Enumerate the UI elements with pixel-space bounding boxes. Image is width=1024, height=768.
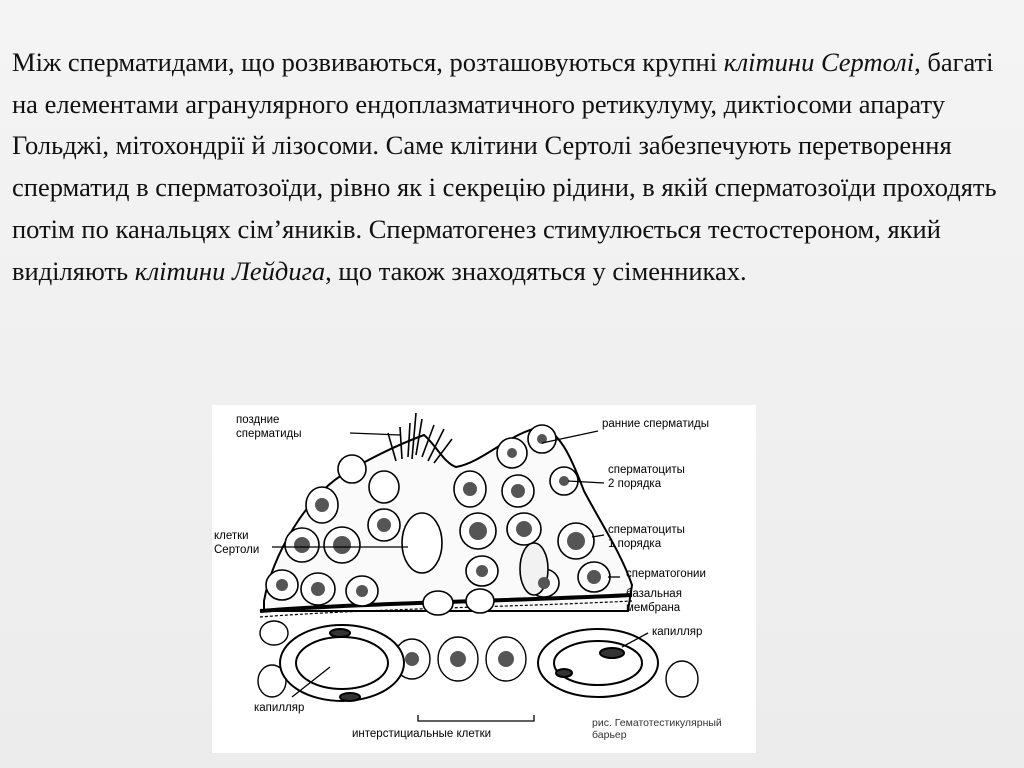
paragraph-part-3: , що також знаходяться у сіменниках. — [325, 255, 747, 286]
body-paragraph — [12, 42, 1012, 292]
capillary-left — [280, 625, 404, 701]
blood-testis-barrier-figure — [212, 405, 756, 753]
sertoli-cells-term: клітини Сертолі — [723, 47, 915, 77]
label-capillary-left: капилляр — [254, 702, 305, 714]
label-spermatogonia: сперматогонии — [626, 568, 706, 580]
paragraph-part-1: Між сперматидами, що розвиваються, розташовуються крупні — [12, 47, 724, 77]
label-interstitial-cells: интерстициальные клетки — [352, 728, 492, 740]
label-spermatocytes-1: сперматоциты 1 порядка — [608, 524, 685, 550]
label-sertoli-cells: клетки Сертоли — [214, 530, 260, 556]
paragraph-part-2: , багаті на елементами агранулярного ендоплазматичного ретикулуму, диктіосоми апарату Гольджі, мітохондрії й лізосоми. Саме клітини Сертолі забезпечують перетворення сперматид в сперматозоїди, рівно як і секрецію рідини, в якій сперматозоїди проходять потім по канальцях сім’яників. Сперматогенез стимулюється тестостероном, який виділяють — [12, 47, 997, 286]
leydig-cells-term: клітини Лейдига — [134, 255, 326, 286]
label-basal-membrane: базальная мембрана — [626, 588, 682, 614]
label-capillary-right: капилляр — [652, 626, 703, 638]
label-spermatocytes-2: сперматоциты 2 порядка — [608, 464, 685, 490]
label-late-spermatids: поздние сперматиды — [236, 414, 302, 440]
label-early-spermatids: ранние сперматиды — [602, 418, 709, 430]
capillary-right — [538, 629, 658, 697]
figure-caption: рис. Гематотестикулярный барьер — [592, 717, 722, 741]
